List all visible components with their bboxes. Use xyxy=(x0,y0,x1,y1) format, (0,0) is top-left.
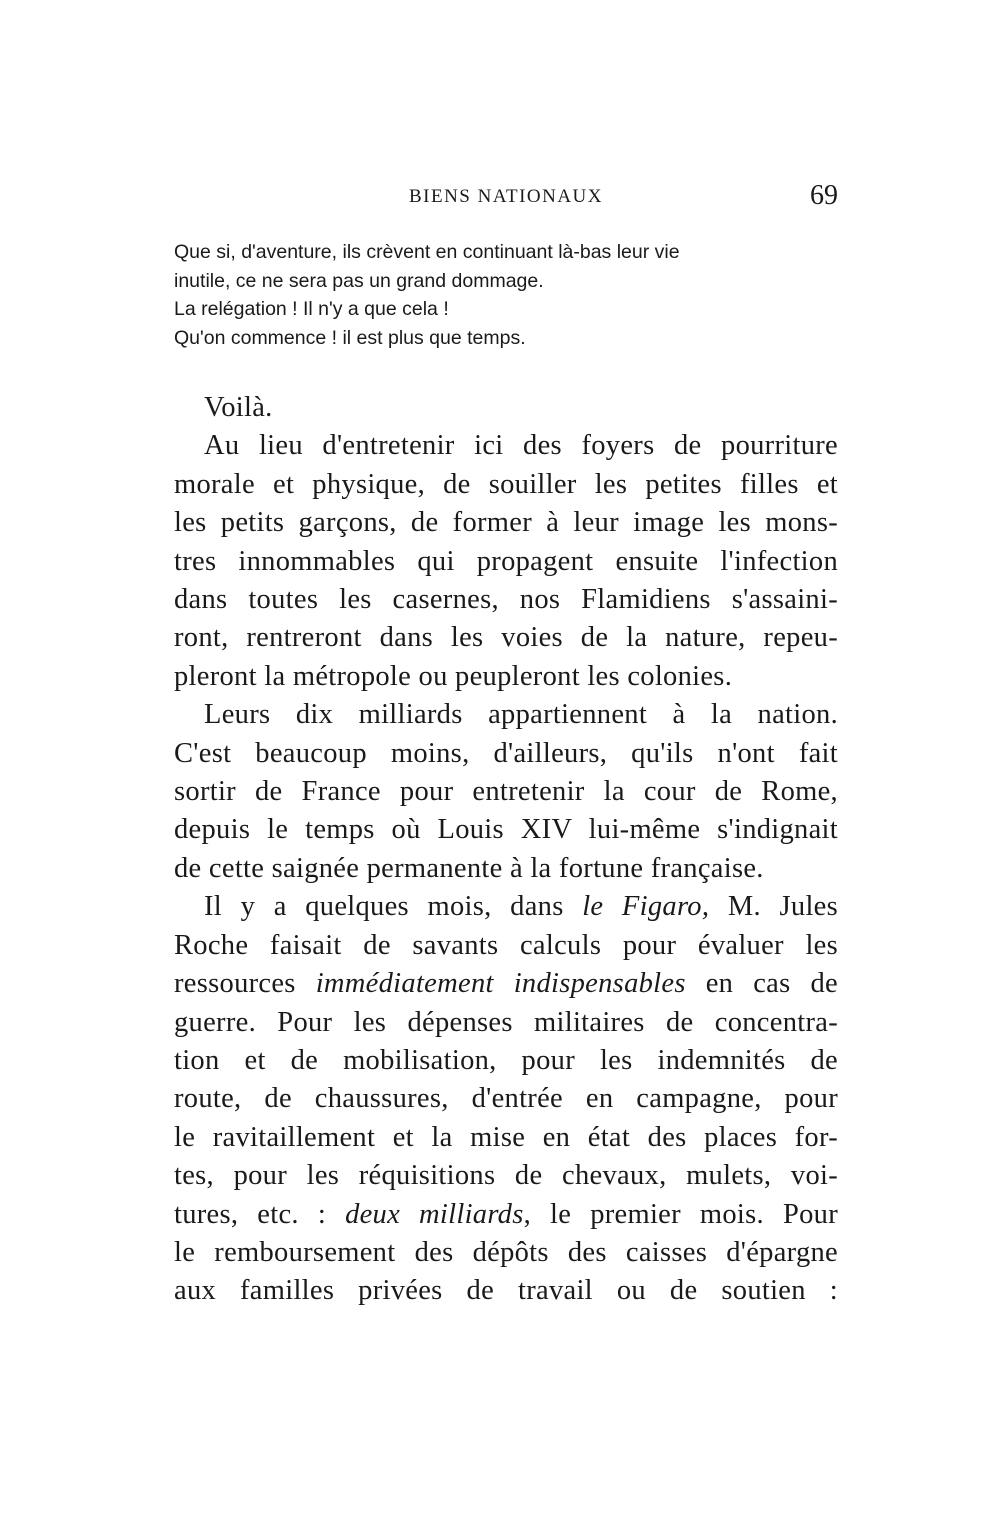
text-line: morale et physique, de souiller les petites filles et xyxy=(174,468,838,500)
text-line: guerre. Pour les dépenses militaires de concentra- xyxy=(174,1006,838,1038)
text-line: route, de chaussures, d'entrée en campagne, pour xyxy=(174,1083,838,1115)
text-line xyxy=(174,965,838,1003)
quote-line: Que si, d'aventure, ils crèvent en continuant là-bas leur vie xyxy=(174,241,680,263)
italic-text: le Figaro, xyxy=(582,891,710,923)
text-run: en cas de xyxy=(685,968,838,1000)
text-line: les petits garçons, de former à leur image les mons- xyxy=(174,507,838,539)
text-line: Leurs dix milliards appartiennent à la nation. xyxy=(204,699,838,731)
quoted-passage xyxy=(174,238,838,352)
page-header xyxy=(174,180,838,220)
text-line: dans toutes les casernes, nos Flamidiens s'assaini- xyxy=(174,584,838,616)
text-run: Il y a quelques mois, dans xyxy=(204,891,583,923)
text-line: le remboursement des dépôts des caisses d'épargne xyxy=(174,1236,838,1268)
text-line: pleront la métropole ou peupleront les colonies. xyxy=(174,660,733,692)
page-number: 69 xyxy=(810,180,838,211)
text-line xyxy=(174,1196,838,1234)
text-run: M. Jules xyxy=(709,891,839,923)
quote-line: Qu'on commence ! il est plus que temps. xyxy=(174,326,526,349)
text-line: Roche faisait de savants calculs pour évaluer les xyxy=(174,929,838,961)
text-run: tures, etc. : xyxy=(174,1198,346,1230)
text-line: Voilà. xyxy=(204,392,273,423)
text-line xyxy=(174,888,838,926)
text-line: tres innommables qui propagent ensuite l'infection xyxy=(174,545,838,577)
italic-text: immédiatement indispensables xyxy=(315,968,686,1000)
running-title: BIENS NATIONAUX xyxy=(408,186,604,207)
text-line: depuis le temps où Louis XIV lui-même s'indignait xyxy=(174,814,838,846)
text-line: tes, pour les réquisitions de chevaux, mulets, voi- xyxy=(174,1160,838,1192)
text-line: C'est beaucoup moins, d'ailleurs, qu'ils n'ont fait xyxy=(174,737,838,769)
text-line: sortir de France pour entretenir la cour de Rome, xyxy=(174,776,838,808)
text-line: de cette saignée permanente à la fortune française. xyxy=(174,852,764,884)
quote-line: inutile, ce ne sera pas un grand dommage. xyxy=(174,269,544,292)
text-line: ront, rentreront dans les voies de la nature, repeu- xyxy=(174,622,838,654)
text-line: tion et de mobilisation, pour les indemnités de xyxy=(174,1044,838,1076)
body-text xyxy=(174,389,838,1311)
quote-line: La relégation ! Il n'y a que cela ! xyxy=(174,298,449,320)
text-line: Au lieu d'entretenir ici des foyers de pourriture xyxy=(204,430,838,462)
text-run: ressources xyxy=(174,968,316,1000)
text-line: le ravitaillement et la mise en état des places for- xyxy=(174,1121,838,1153)
italic-text: deux milliards xyxy=(345,1198,524,1230)
text-run: , le premier mois. Pour xyxy=(523,1198,838,1230)
text-line: aux familles privées de travail ou de soutien : xyxy=(174,1275,838,1307)
